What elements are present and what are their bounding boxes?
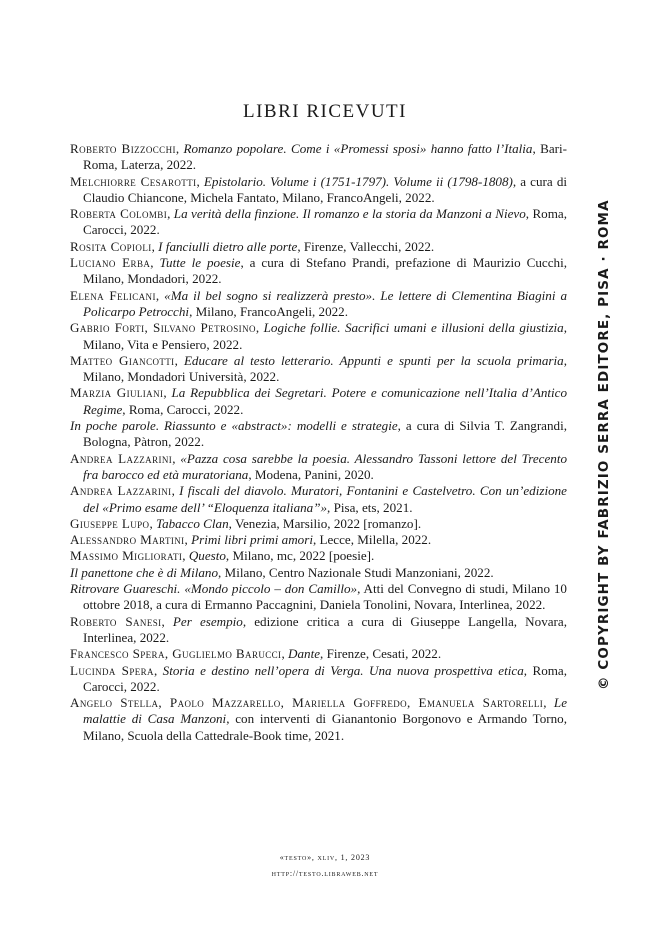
book-publication-details: , Atti del Convegno di studi, Milano 10 ottobre 2018, a cura di Ermanno Paccagnini, Daniela Tonolini, Novara, Interlinea, 2022. bbox=[83, 581, 567, 613]
book-title: Logiche follie. Sacrifici umani e illusioni della giustizia bbox=[263, 320, 564, 336]
entry-separator: , bbox=[281, 646, 289, 662]
book-entry bbox=[70, 483, 567, 516]
entry-separator: , bbox=[150, 255, 160, 271]
book-entry bbox=[70, 353, 567, 386]
book-title: La verità della finzione. Il romanzo e la storia da Manzoni a Nievo bbox=[173, 206, 526, 222]
book-entry bbox=[70, 581, 567, 614]
entry-separator: , bbox=[161, 613, 173, 629]
book-publication-details: , a cura di Stefano Prandi, prefazione di Maurizio Cucchi, Milano, Mondadori, 2022. bbox=[83, 255, 567, 287]
book-author: Giuseppe Lupo bbox=[70, 515, 150, 531]
book-title: Tabacco Clan bbox=[156, 515, 229, 531]
book-author: Matteo Giancotti bbox=[70, 352, 175, 368]
book-title: In poche parole. Riassunto e «abstract»: modelli e strategie bbox=[70, 418, 398, 434]
book-publication-details: , Milano, mc, 2022 [poesie]. bbox=[225, 548, 375, 564]
book-entry bbox=[70, 451, 567, 484]
book-entry bbox=[70, 206, 567, 239]
entry-separator: , bbox=[182, 548, 189, 564]
entry-separator: , bbox=[151, 238, 159, 254]
book-entry bbox=[70, 174, 567, 207]
book-publication-details: , Roma, Carocci, 2022. bbox=[83, 206, 567, 238]
book-author: Roberto Bizzocchi bbox=[70, 141, 176, 156]
book-title: Tutte le poesie bbox=[159, 255, 241, 271]
book-author: Luciano Erba bbox=[70, 255, 151, 271]
book-author: Melchiorre Cesarotti bbox=[70, 173, 197, 189]
entry-separator: , bbox=[175, 141, 184, 156]
book-title: La Repubblica dei Segretari. Potere e comunicazione nell’Italia d’Antico Regime bbox=[83, 385, 568, 417]
book-publication-details: , Venezia, Marsilio, 2022 [romanzo]. bbox=[228, 515, 422, 531]
book-title: Il panettone che è di Milano bbox=[70, 564, 218, 580]
book-entry bbox=[70, 516, 567, 532]
entry-separator: , bbox=[543, 695, 554, 711]
book-publication-details: , Milano, Centro Nazionale Studi Manzoniani, 2022. bbox=[218, 564, 494, 580]
book-title: Storia e destino nell’opera di Verga. Una nuova prospettiva etica bbox=[162, 662, 524, 678]
book-author: Andrea Lazzarini bbox=[70, 450, 173, 466]
book-entry bbox=[70, 646, 567, 662]
book-title: I fanciulli dietro alle porte bbox=[158, 238, 298, 254]
book-publication-details: , edizione critica a cura di Giuseppe Langella, Novara, Interlinea, 2022. bbox=[83, 613, 567, 645]
book-entry bbox=[70, 385, 567, 418]
book-title: Questo bbox=[188, 548, 226, 564]
page-title: LIBRI RICEVUTI bbox=[242, 101, 407, 122]
book-author: Andrea Lazzarini bbox=[70, 483, 172, 499]
received-books-list bbox=[70, 141, 567, 744]
book-publication-details: , Roma, Carocci, 2022. bbox=[83, 662, 568, 694]
book-title: Per esempio bbox=[172, 613, 243, 629]
book-publication-details: , a cura di Silvia T. Zangrandi, Bologna, Pàtron, 2022. bbox=[83, 418, 568, 450]
book-publication-details: , Firenze, Vallecchi, 2022. bbox=[297, 238, 435, 254]
book-author: Roberto Sanesi bbox=[70, 613, 162, 629]
book-entry bbox=[70, 255, 567, 288]
entry-separator: , bbox=[174, 352, 184, 368]
book-title: Epistolario. Volume i (1751-1797). Volume ii (1798-1808) bbox=[203, 173, 513, 189]
book-publication-details: , Firenze, Cesati, 2022. bbox=[320, 646, 442, 662]
book-author: Marzia Giuliani bbox=[70, 385, 164, 401]
book-publication-details: , Pisa, ets, 2021. bbox=[327, 499, 413, 515]
book-publication-details: , con interventi di Gianantonio Borgonovo e Armando Torno, Milano, Scuola della Cattedrale-Book time, 2021. bbox=[83, 711, 568, 743]
book-author: Gabrio Forti, Silvano Petrosino bbox=[70, 320, 256, 336]
book-title: «Pazza cosa sarebbe la poesia. Alessandro Tassoni lettore del Trecento fra barocco ed età muratoriana bbox=[83, 450, 567, 482]
entry-separator: , bbox=[149, 515, 156, 531]
entry-separator: , bbox=[163, 385, 172, 401]
book-entry bbox=[70, 695, 567, 744]
book-entry bbox=[70, 320, 567, 353]
book-publication-details: , Modena, Panini, 2020. bbox=[248, 466, 374, 482]
journal-reference: «testo», xliv, 1, 2023 bbox=[279, 853, 371, 862]
journal-url: http://testo.libraweb.net bbox=[271, 869, 379, 878]
book-title: «Ma il bel sogno si realizzerà presto». Le lettere di Clementina Biagini a Policarpo Petrocchi bbox=[83, 287, 568, 319]
book-author: Alessandro Martini bbox=[70, 532, 185, 548]
book-entry bbox=[70, 239, 567, 255]
entry-separator: , bbox=[153, 662, 163, 678]
book-author: Massimo Migliorati bbox=[70, 548, 183, 564]
book-title: Ritrovare Guareschi. «Mondo piccolo – don Camillo» bbox=[70, 581, 358, 597]
book-title: Dante bbox=[288, 646, 321, 662]
book-publication-details: , Milano, Mondadori Università, 2022. bbox=[83, 352, 567, 385]
copyright-notice: © COPYRIGHT BY FABRIZIO SERRA EDITORE, PISA · ROMA bbox=[596, 199, 612, 690]
entry-separator: , bbox=[255, 320, 264, 336]
book-entry bbox=[70, 663, 567, 696]
book-title: Le malattie di Casa Manzoni bbox=[83, 695, 568, 727]
book-publication-details: , a cura di Claudio Chiancone, Michela Fantato, Milano, FrancoAngeli, 2022. bbox=[83, 173, 567, 205]
book-entry bbox=[70, 288, 567, 321]
book-entry bbox=[70, 614, 567, 647]
book-entry bbox=[70, 565, 567, 581]
entry-separator: , bbox=[172, 450, 181, 466]
book-entry bbox=[70, 548, 567, 564]
book-author: Elena Felicani bbox=[70, 287, 156, 303]
book-author: Roberta Colombi bbox=[70, 206, 168, 222]
book-title: Educare al testo letterario. Appunti e spunti per la scuola primaria bbox=[183, 352, 564, 368]
book-title: Romanzo popolare. Come i «Promessi sposi» hanno fatto l’Italia bbox=[183, 141, 533, 156]
book-entry bbox=[70, 141, 567, 174]
entry-separator: , bbox=[171, 483, 180, 499]
entry-separator: , bbox=[184, 532, 192, 548]
book-entry bbox=[70, 418, 567, 451]
book-title: Primi libri primi amori bbox=[191, 532, 313, 548]
book-author: Rosita Copioli bbox=[70, 238, 152, 254]
entry-separator: , bbox=[167, 206, 174, 222]
book-author: Lucinda Spera bbox=[70, 662, 154, 678]
entry-separator: , bbox=[155, 287, 165, 303]
book-title: I fiscali del diavolo. Muratori, Fontanini e Castelvetro. Con un’edizione del «Primo esame dell’ “Eloquenza italiana”» bbox=[83, 483, 567, 515]
book-author: Angelo Stella, Paolo Mazzarello, Mariella Goffredo, Emanuela Sartorelli bbox=[70, 695, 544, 711]
entry-separator: , bbox=[196, 173, 204, 189]
book-publication-details: , Roma, Carocci, 2022. bbox=[122, 401, 244, 417]
book-publication-details: , Bari-Roma, Laterza, 2022. bbox=[83, 141, 567, 173]
book-entry bbox=[70, 532, 567, 548]
book-publication-details: , Lecce, Milella, 2022. bbox=[312, 532, 432, 548]
book-publication-details: , Milano, Vita e Pensiero, 2022. bbox=[83, 320, 567, 352]
book-publication-details: , Milano, FrancoAngeli, 2022. bbox=[189, 303, 348, 319]
book-author: Francesco Spera, Guglielmo Barucci bbox=[70, 646, 282, 662]
